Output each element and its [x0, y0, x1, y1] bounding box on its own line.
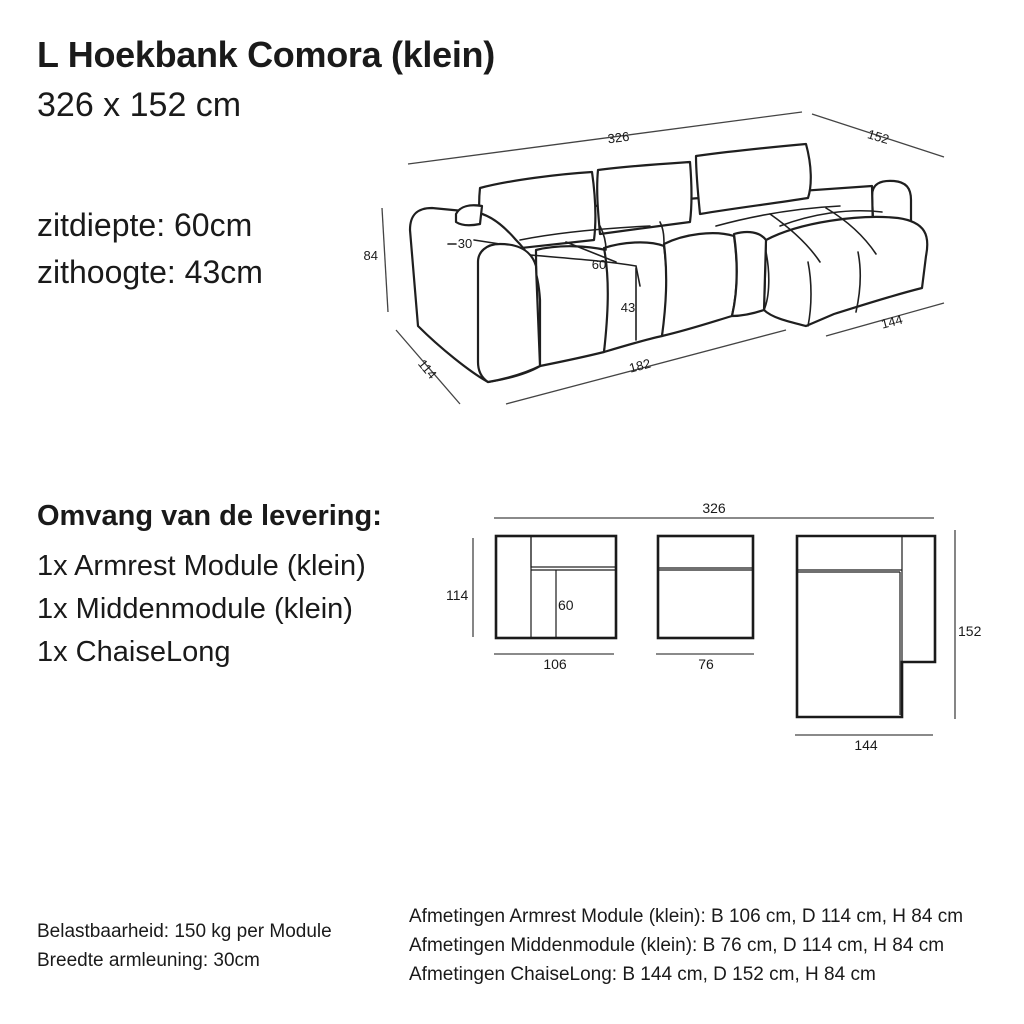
seat-cushion-4 — [732, 232, 766, 316]
module-plan-drawing — [430, 490, 1010, 770]
plan-dim-label-total-width: 326 — [702, 500, 726, 516]
chaise-seat-top — [764, 217, 927, 326]
dim-label-armrest-width: 30 — [457, 236, 473, 251]
plan-middle-module — [658, 536, 753, 638]
delivery-item-chaise: 1x ChaiseLong — [37, 636, 231, 668]
dim-label-chaise-width: 144 — [879, 311, 905, 332]
dim-label-total-depth: 152 — [865, 126, 891, 148]
delivery-item-armrest: 1x Armrest Module (klein) — [37, 550, 366, 582]
back-cushion-middle — [597, 162, 691, 234]
page-subtitle-size: 326 x 152 cm — [37, 86, 242, 124]
plan-dim-label-chaise-width: 144 — [854, 737, 878, 753]
footer-armrest-width: Breedte armleuning: 30cm — [37, 950, 260, 971]
armrest-top-cap — [456, 205, 482, 225]
armrest-front-face — [478, 244, 540, 382]
plan-dim-label-armrest-width: 106 — [543, 656, 567, 672]
footer-dims-chaise: Afmetingen ChaiseLong: B 144 cm, D 152 cm, H 84 cm — [409, 964, 876, 985]
page-title: L Hoekbank Comora (klein) — [37, 34, 495, 75]
plan-chaise-module — [797, 536, 935, 717]
seat-height-spec: zithoogte: 43cm — [37, 254, 263, 290]
plan-dim-label-module-depth: 114 — [446, 587, 469, 603]
plan-dim-label-middle-width: 76 — [698, 656, 714, 672]
plan-dim-label-seat-depth: 60 — [558, 597, 574, 613]
dim-label-total-width: 326 — [606, 128, 631, 147]
dim-label-sofa-length: 182 — [627, 355, 653, 376]
dim-label-module-depth: 114 — [415, 356, 440, 382]
sofa-3d-drawing — [0, 0, 1024, 440]
delivery-item-middle: 1x Middenmodule (klein) — [37, 593, 353, 625]
footer-dims-middle: Afmetingen Middenmodule (klein): B 76 cm, D 114 cm, H 84 cm — [409, 935, 945, 956]
seat-depth-spec: zitdiepte: 60cm — [37, 207, 253, 243]
footer-dims-armrest: Afmetingen Armrest Module (klein): B 106 cm, D 114 cm, H 84 cm — [409, 906, 964, 927]
dim-line-height — [382, 208, 388, 312]
dim-label-seat-depth: 60 — [591, 257, 607, 272]
footer-load-capacity: Belastbaarheid: 150 kg per Module — [37, 921, 332, 942]
delivery-heading: Omvang van de levering: — [37, 500, 382, 532]
dim-label-height: 84 — [363, 248, 378, 263]
seat-cushion-3 — [662, 233, 737, 336]
plan-dim-label-chaise-depth: 152 — [958, 623, 982, 639]
dim-label-seat-height: 43 — [620, 300, 636, 315]
